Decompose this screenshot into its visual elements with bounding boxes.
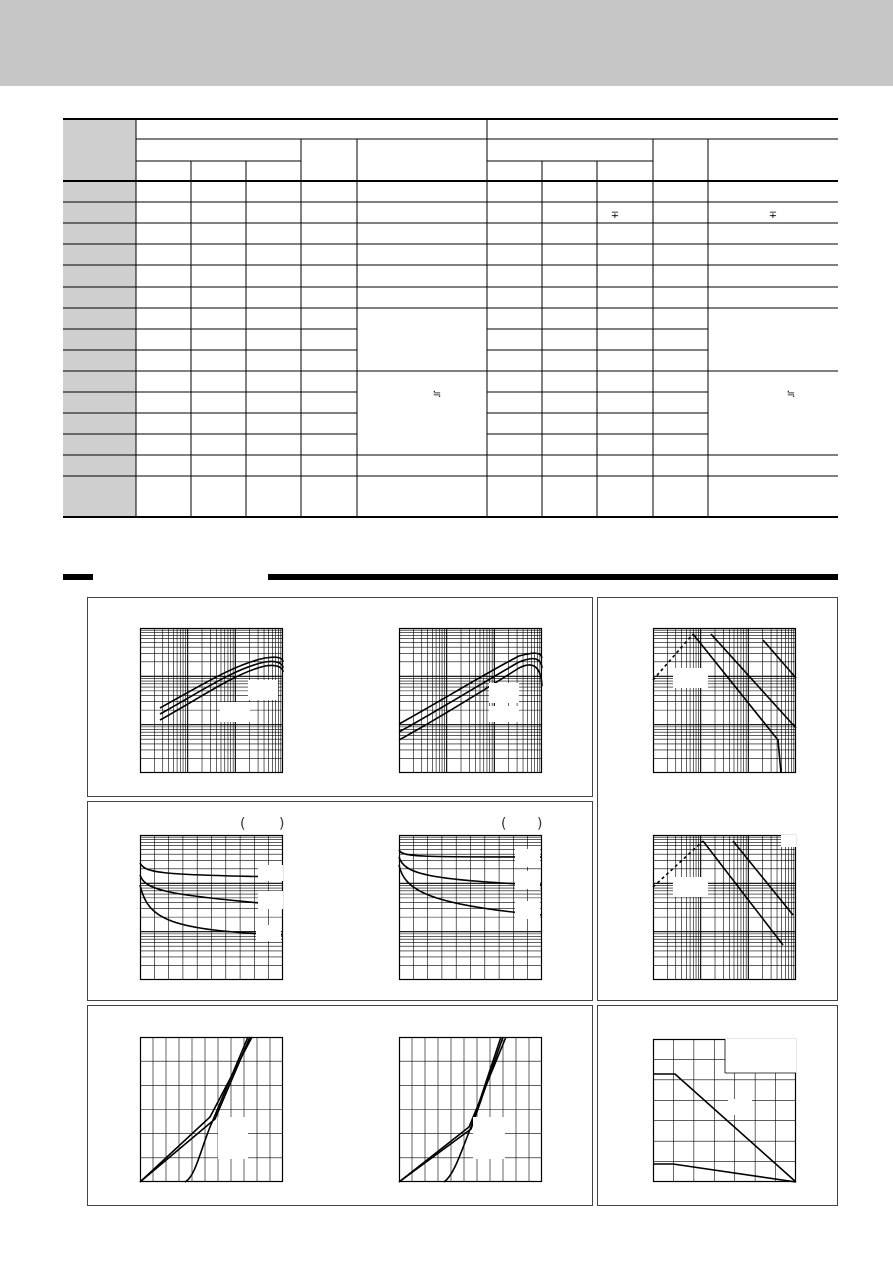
curve xyxy=(653,1074,796,1182)
curve xyxy=(399,653,542,724)
label-blank xyxy=(728,1099,752,1115)
graph-5-paren-right: ) xyxy=(537,816,543,832)
graph-3 xyxy=(653,628,796,773)
graph-4-paren-left: ( xyxy=(240,816,246,832)
label-blank xyxy=(489,706,519,722)
plot-frame xyxy=(141,629,283,773)
specification-table xyxy=(63,118,838,518)
label-blank xyxy=(248,680,278,700)
label-blank xyxy=(258,891,283,909)
grid-lines xyxy=(140,628,283,773)
graph-5-paren-left: ( xyxy=(501,816,507,832)
approx-equal-symbol: ≒ xyxy=(786,389,796,400)
label-blank xyxy=(781,835,796,847)
grid-lines xyxy=(653,835,796,980)
graph-6 xyxy=(653,835,796,980)
label-blank xyxy=(515,849,540,867)
grid-lines xyxy=(140,1037,283,1182)
label-blank xyxy=(256,925,281,941)
label-blank xyxy=(725,1039,796,1073)
graph-5 xyxy=(399,835,542,980)
label-blank xyxy=(473,1117,505,1159)
graph-9 xyxy=(653,1039,796,1182)
label-blank xyxy=(258,865,283,881)
curve xyxy=(763,640,796,678)
curve xyxy=(693,634,781,773)
label-blank xyxy=(220,702,250,722)
label-blank xyxy=(673,877,708,897)
label-blank xyxy=(673,668,708,688)
page-header-band xyxy=(0,0,893,86)
label-blank xyxy=(218,1117,248,1159)
graph-4-paren-right: ) xyxy=(279,816,285,832)
label-blank xyxy=(515,901,540,919)
grid-lines xyxy=(399,628,542,773)
curve xyxy=(653,1164,796,1182)
graph-2 xyxy=(399,628,542,773)
graph-1 xyxy=(140,628,283,773)
plot-frame xyxy=(400,629,542,773)
graph-8 xyxy=(399,1037,542,1182)
grid-lines xyxy=(399,1037,542,1182)
label-blank xyxy=(489,683,519,703)
section-heading-bar-right xyxy=(268,574,838,580)
approx-equal-symbol: ≒ xyxy=(432,389,442,400)
label-blank xyxy=(515,871,540,889)
plot-frame xyxy=(654,836,796,980)
plus-minus-symbol: ∓ xyxy=(768,210,778,221)
plus-minus-symbol: ∓ xyxy=(610,210,620,221)
graph-4 xyxy=(140,835,283,980)
curve xyxy=(733,841,793,915)
graph-7 xyxy=(140,1037,283,1182)
section-heading-bar-left xyxy=(63,574,93,580)
